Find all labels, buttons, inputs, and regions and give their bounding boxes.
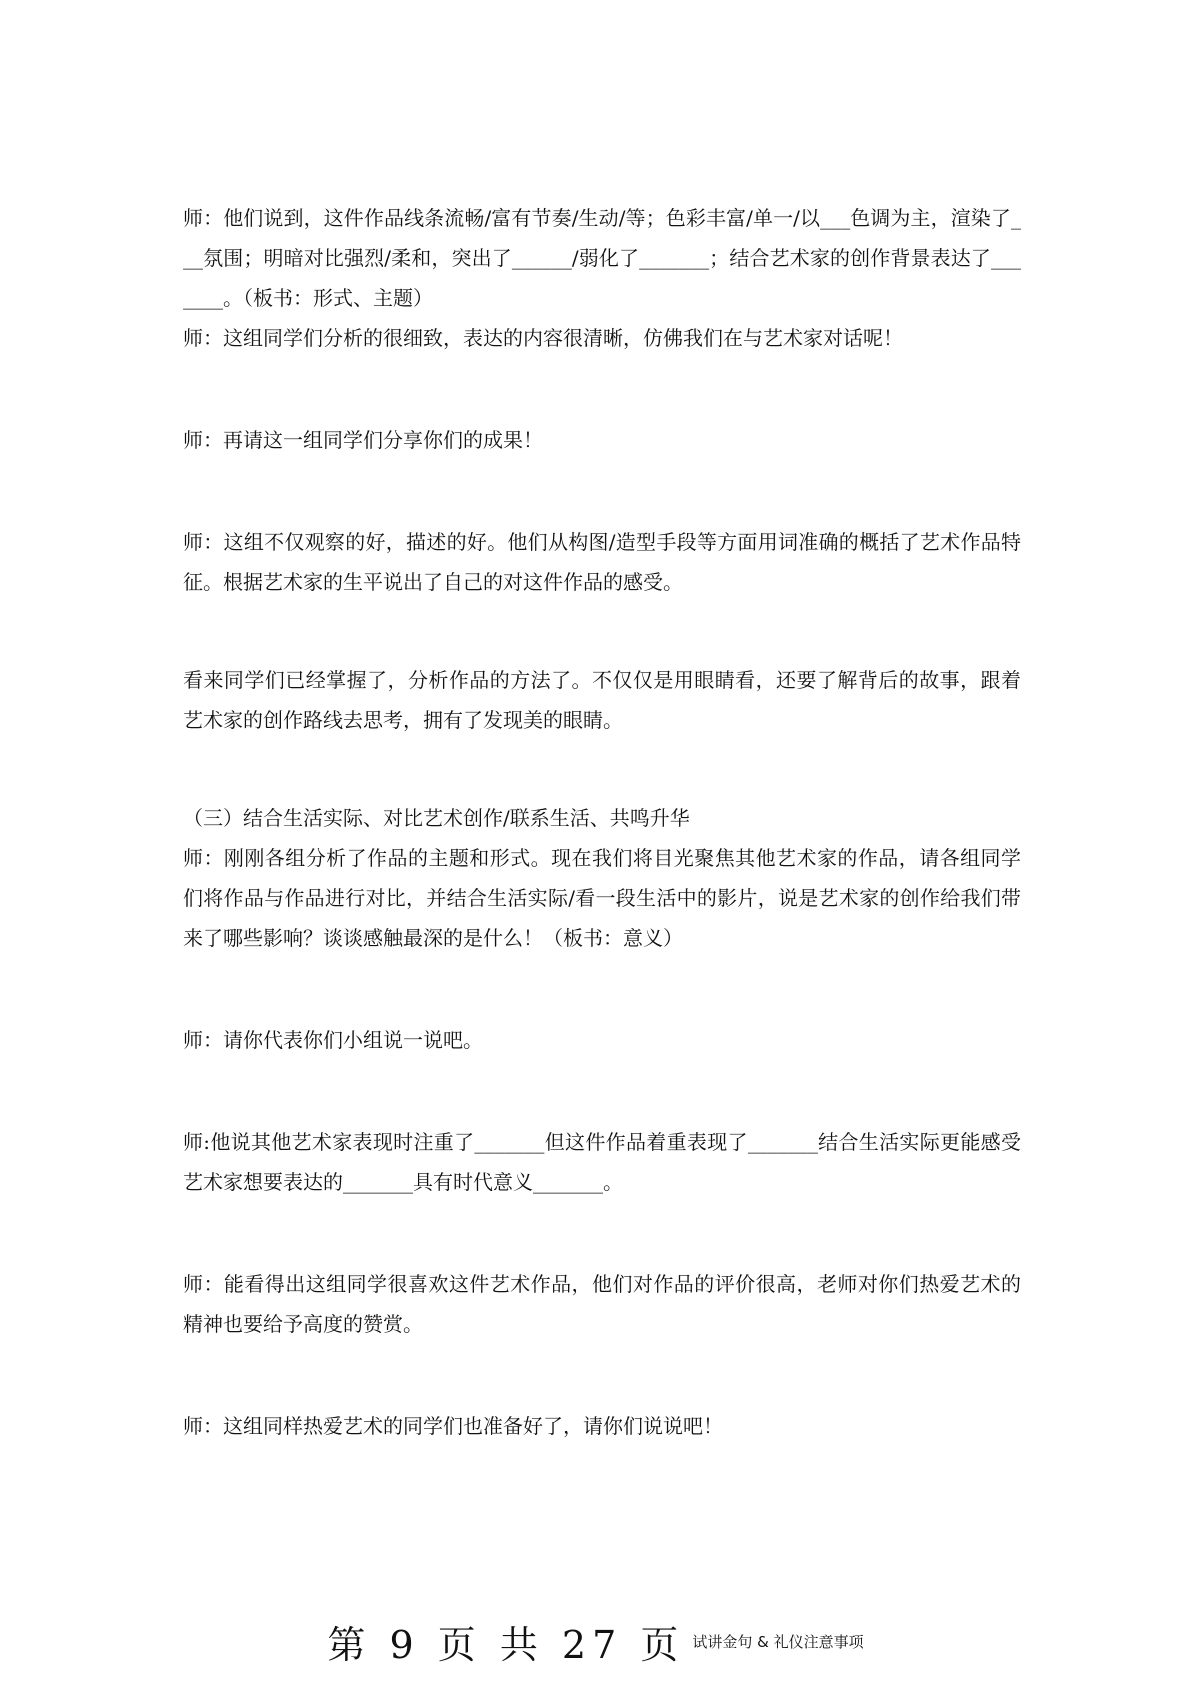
paragraph-teacher-instruction: 师：刚刚各组分析了作品的主题和形式。现在我们将目光聚焦其他艺术家的作品，请各组同学们将作品与作品进行对比，并结合生活实际/看一段生活中的影片，说是艺术家的创作给我们带来了哪些影响？谈谈感触最深的是什么！（板书：意义） [183,846,1021,950]
page-number: 第 9 页 共 27 页 [327,1623,685,1667]
paragraph-teacher-request: 师：请你代表你们小组说一说吧。 [183,1028,483,1052]
page-footer [0,1614,1191,1669]
paragraph-conclusion: 看来同学们已经掌握了，分析作品的方法了。不仅仅是用眼睛看，还要了解背后的故事，跟着艺术家的创作路线去思考，拥有了发现美的眼睛。 [183,668,1021,732]
paragraph-teacher-fill-in: 师:他说其他艺术家表现时注重了_______但这件作品着重表现了_______结合生活实际更能感受艺术家想要表达的_______具有时代意义_______。 [183,1130,1021,1194]
paragraph-teacher-appreciation: 师：能看得出这组同学很喜欢这件艺术作品，他们对作品的评价很高，老师对你们热爱艺术的精神也要给予高度的赞赏。 [183,1272,1021,1336]
paragraph-teacher-next-group: 师：这组同样热爱艺术的同学们也准备好了，请你们说说吧！ [183,1414,723,1438]
document-body [183,198,1021,1446]
footer-note: 试讲金句 & 礼仪注意事项 [692,1633,864,1651]
paragraph-teacher-invite: 师：再请这一组同学们分享你们的成果！ [183,428,543,452]
paragraph-teacher-summary: 师：他们说到，这件作品线条流畅/富有节奏/生动/等；色彩丰富/单一/以___色调为主，渲染了___氛围；明暗对比强烈/柔和，突出了______/弱化了_______；结合艺术家的创作背景表达了_______。（板书：形式、主题） [183,206,1021,310]
paragraph-teacher-comment: 师：这组不仅观察的好，描述的好。他们从构图/造型手段等方面用词准确的概括了艺术作品特征。根据艺术家的生平说出了自己的对这件作品的感受。 [183,530,1021,594]
section-heading: （三）结合生活实际、对比艺术创作/联系生活、共鸣升华 [183,806,690,830]
paragraph-teacher-praise: 师：这组同学们分析的很细致，表达的内容很清晰，仿佛我们在与艺术家对话呢！ [183,326,903,350]
